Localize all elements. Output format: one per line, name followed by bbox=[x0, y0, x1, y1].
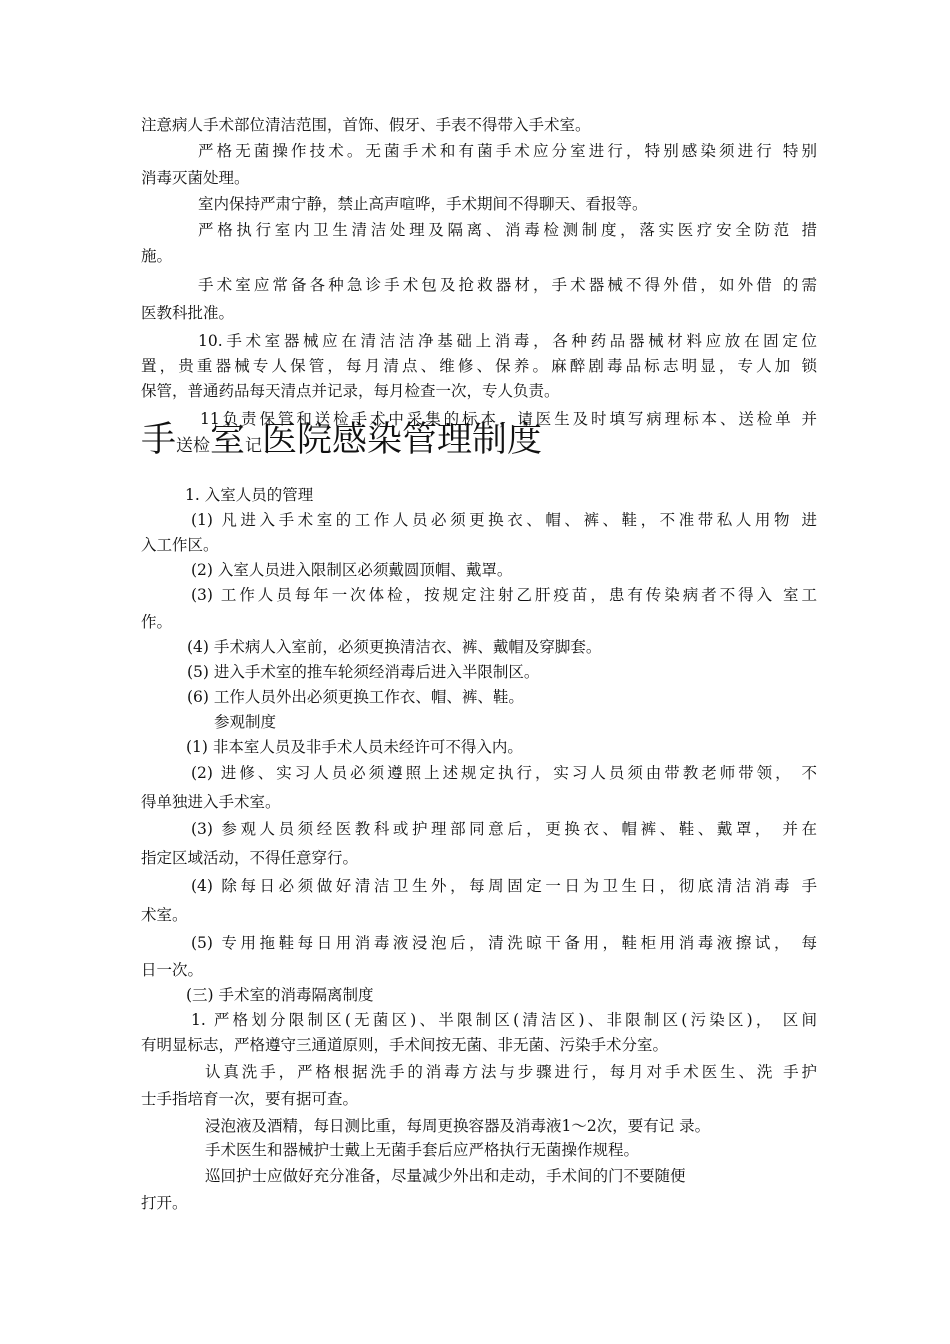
list-item: 手术医生和器械护士戴上无菌手套后应严格执行无菌操作规程。 bbox=[205, 1141, 640, 1159]
list-item: 入工作区。 bbox=[141, 536, 219, 554]
paragraph-line: 10.手术室器械应在清洁洁净基础上消毒，各种药品器械材料应放在固定位 bbox=[198, 332, 817, 350]
list-item: 士手指培育一次，要有据可查。 bbox=[141, 1090, 359, 1108]
title-part: 送检 bbox=[176, 436, 211, 456]
paragraph-line: 施。 bbox=[141, 247, 173, 265]
list-item: (1) 凡进入手术室的工作人员必须更换衣、帽、裤、鞋，不准带私人用物 进 bbox=[191, 511, 817, 529]
list-item: 术室。 bbox=[141, 906, 188, 924]
list-item: (6) 工作人员外出必须更换工作衣、帽、裤、鞋。 bbox=[187, 688, 524, 706]
list-item: 指定区域活动，不得任意穿行。 bbox=[141, 849, 359, 867]
paragraph-line: 严格执行室内卫生清洁处理及隔离、消毒检测制度，落实医疗安全防范 措 bbox=[198, 221, 817, 239]
paragraph-line: 置，贵重器械专人保管，每月清点、维修、保养。麻醉剧毒品标志明显，专人加 锁 bbox=[141, 357, 817, 375]
list-item: 作。 bbox=[141, 613, 173, 631]
list-item: (1) 非本室人员及非手术人员未经许可不得入内。 bbox=[186, 738, 523, 756]
list-item: (3) 工作人员每年一次体检，按规定注射乙肝疫苗，患有传染病者不得入 室工 bbox=[191, 586, 817, 604]
list-item: (2) 入室人员进入限制区必须戴圆顶帽、戴罩。 bbox=[191, 561, 513, 579]
page-title bbox=[141, 418, 542, 468]
list-item: (2) 进修、实习人员必须遵照上述规定执行，实习人员须由带教老师带领， 不 bbox=[191, 764, 817, 782]
list-item: 得单独进入手术室。 bbox=[141, 793, 281, 811]
section-heading: 参观制度 bbox=[214, 713, 277, 731]
list-item: 日一次。 bbox=[141, 961, 204, 979]
list-item: 有明显标志，严格遵守三通道原则，手术间按无菌、非无菌、污染手术分室。 bbox=[141, 1036, 669, 1054]
list-item: 认真洗手，严格根据洗手的消毒方法与步骤进行，每月对手术医生、洗 手护 bbox=[205, 1063, 817, 1081]
section-heading: (三) 手术室的消毒隔离制度 bbox=[186, 986, 374, 1004]
paragraph-line: 保管，普通药品每天清点并记录，每月检查一次，专人负责。 bbox=[141, 382, 560, 400]
list-item: 打开。 bbox=[141, 1194, 188, 1212]
list-item: (5) 进入手术室的推车轮须经消毒后进入半限制区。 bbox=[187, 663, 540, 681]
title-part: 室 bbox=[210, 420, 246, 460]
list-item: 巡回护士应做好充分准备，尽量减少外出和走动，手术间的门不要随便 bbox=[205, 1167, 686, 1185]
paragraph-line: 手术室应常备各种急诊手术包及抢救器材，手术器械不得外借，如外借 的需 bbox=[198, 276, 817, 294]
list-item: (5) 专用拖鞋每日用消毒液浸泡后，清洗晾干备用，鞋柜用消毒液擦试， 每 bbox=[191, 934, 817, 952]
list-item: 浸泡液及酒精，每日测比重，每周更换容器及消毒液1〜2次，要有记 录。 bbox=[205, 1117, 711, 1135]
paragraph-line: 严格无菌操作技术。无菌手术和有菌手术应分室进行，特别感染须进行 特别 bbox=[198, 142, 817, 160]
title-part: 记 bbox=[245, 436, 263, 456]
paragraph-line: 室内保持严肃宁静，禁止高声喧哗，手术期间不得聊天、看报等。 bbox=[198, 195, 648, 213]
list-item: (3) 参观人员须经医教科或护理部同意后，更换衣、帽裤、鞋、戴罩， 并在 bbox=[191, 820, 817, 838]
section-heading: 1. 入室人员的管理 bbox=[185, 486, 314, 504]
paragraph-line: 医教科批准。 bbox=[141, 304, 235, 322]
list-item: (4) 手术病人入室前，必须更换清洁衣、裤、戴帽及穿脚套。 bbox=[187, 638, 602, 656]
paragraph-line: 消毒灭菌处理。 bbox=[141, 169, 250, 187]
paragraph-line: 11负责保管和送检手术中采集的标本，请医生及时填写病理标本、送检单 并 bbox=[200, 410, 817, 428]
title-part: 医院感染管理制度 bbox=[262, 420, 543, 460]
title-part: 手 bbox=[141, 420, 177, 460]
paragraph-line: 注意病人手术部位清洁范围，首饰、假牙、手表不得带入手术室。 bbox=[141, 116, 591, 134]
list-item: 1. 严格划分限制区(无菌区)、半限制区(清洁区)、非限制区(污染区)， 区间 bbox=[191, 1011, 817, 1029]
list-item: (4) 除每日必须做好清洁卫生外，每周固定一日为卫生日，彻底清洁消毒 手 bbox=[191, 877, 817, 895]
